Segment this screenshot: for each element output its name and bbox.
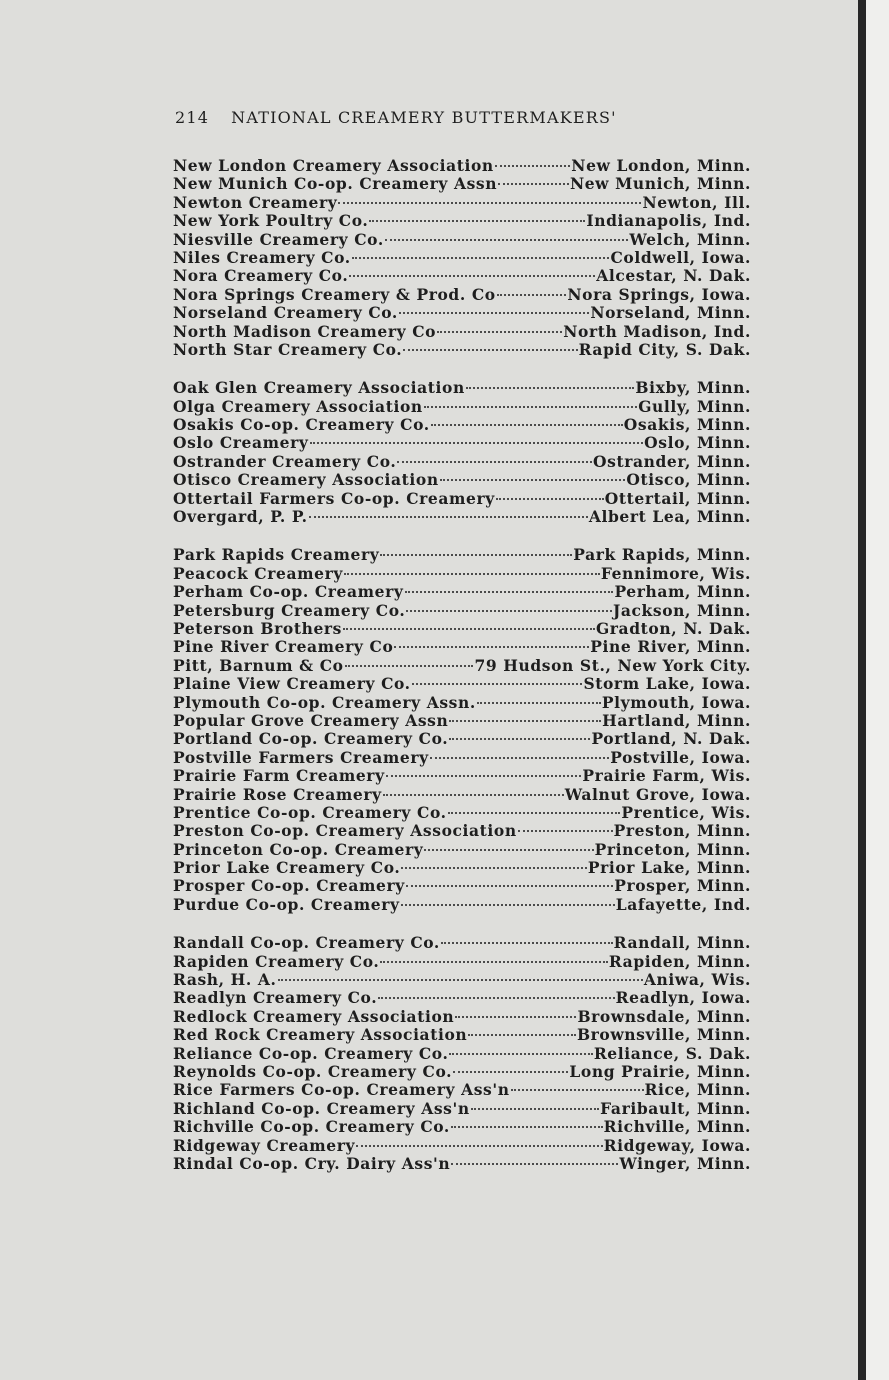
creamery-name: Princeton Co-op. Creamery xyxy=(173,839,424,859)
creamery-name: Rindal Co-op. Cry. Dairy Ass'n xyxy=(173,1153,451,1173)
dot-leader xyxy=(338,202,641,204)
creamery-name: Nora Creamery Co. xyxy=(173,266,349,286)
dot-leader xyxy=(498,183,569,185)
dot-leader xyxy=(406,610,612,612)
directory-entry xyxy=(173,267,751,285)
directory-entry xyxy=(173,508,751,526)
creamery-name: Postville Farmers Creamery xyxy=(173,747,429,767)
creamery-name: North Star Creamery Co. xyxy=(173,339,403,359)
creamery-name: Overgard, P. P. xyxy=(173,507,308,527)
directory-entry xyxy=(173,877,751,895)
creamery-name: Otisco Creamery Association xyxy=(173,470,439,490)
creamery-location: Perham, Minn. xyxy=(614,582,751,602)
directory-entry xyxy=(173,767,751,785)
creamery-name: Red Rock Creamery Association xyxy=(173,1025,468,1045)
creamery-location: New Munich, Minn. xyxy=(569,174,751,194)
creamery-name: Randall Co-op. Creamery Co. xyxy=(173,933,440,953)
creamery-location: Walnut Grove, Iowa. xyxy=(564,784,751,804)
creamery-name: Prior Lake Creamery Co. xyxy=(173,858,401,878)
creamery-location: Reliance, S. Dak. xyxy=(593,1043,751,1063)
creamery-location: Prior Lake, Minn. xyxy=(587,858,751,878)
dot-leader xyxy=(380,554,572,556)
directory-entry xyxy=(173,471,751,489)
directory-entry xyxy=(173,934,751,952)
creamery-location: Lafayette, Ind. xyxy=(615,894,751,914)
creamery-name: Prosper Co-op. Creamery xyxy=(173,876,405,896)
dot-leader xyxy=(403,349,577,351)
directory-entry xyxy=(173,1118,751,1136)
dot-leader xyxy=(352,257,610,259)
dot-leader xyxy=(343,628,595,630)
creamery-name: Rice Farmers Co-op. Creamery Ass'n xyxy=(173,1080,510,1100)
directory-entry xyxy=(173,1081,751,1099)
creamery-location: Winger, Minn. xyxy=(619,1153,751,1173)
directory-group xyxy=(173,934,751,1173)
dot-leader xyxy=(278,979,643,981)
creamery-name: Pine River Creamery Co xyxy=(173,637,394,657)
creamery-location: Gradton, N. Dak. xyxy=(595,618,751,638)
directory-entry xyxy=(173,565,751,583)
dot-leader xyxy=(394,646,589,648)
creamery-location: Postville, Iowa. xyxy=(610,747,751,767)
dot-leader xyxy=(309,516,588,518)
creamery-name: Purdue Co-op. Creamery xyxy=(173,894,400,914)
creamery-location: Ostrander, Minn. xyxy=(593,451,751,471)
directory-group xyxy=(173,379,751,526)
creamery-name: New Munich Co-op. Creamery Assn xyxy=(173,174,498,194)
directory-entry xyxy=(173,841,751,859)
creamery-location: Alcestar, N. Dak. xyxy=(596,266,751,286)
dot-leader xyxy=(449,720,601,722)
creamery-location: Bixby, Minn. xyxy=(635,378,751,398)
dot-leader xyxy=(448,812,621,814)
dot-leader xyxy=(399,312,589,314)
dot-leader xyxy=(385,239,629,241)
creamery-location: Rapid City, S. Dak. xyxy=(578,339,751,359)
creamery-name: Portland Co-op. Creamery Co. xyxy=(173,729,449,749)
directory-entry xyxy=(173,341,751,359)
dot-leader xyxy=(406,885,613,887)
dot-leader xyxy=(401,867,586,869)
creamery-name: Park Rapids Creamery xyxy=(173,545,380,565)
directory-entry xyxy=(173,490,751,508)
directory-entry xyxy=(173,1045,751,1063)
creamery-location: Randall, Minn. xyxy=(613,933,751,953)
directory-entry xyxy=(173,434,751,452)
directory-entry xyxy=(173,1063,751,1081)
directory-group xyxy=(173,157,751,359)
directory-entry xyxy=(173,453,751,471)
dot-leader xyxy=(430,757,609,759)
dot-leader xyxy=(477,702,601,704)
creamery-location: Jackson, Minn. xyxy=(612,600,751,620)
dot-leader xyxy=(369,220,585,222)
directory-entry xyxy=(173,602,751,620)
creamery-name: Peterson Brothers xyxy=(173,618,343,638)
directory-entry xyxy=(173,157,751,175)
creamery-name: Ostrander Creamery Co. xyxy=(173,451,397,471)
creamery-name: Plaine View Creamery Co. xyxy=(173,674,411,694)
directory-entry xyxy=(173,1008,751,1026)
creamery-location: Indianapolis, Ind. xyxy=(586,211,751,231)
directory-entry xyxy=(173,194,751,212)
directory-entry xyxy=(173,786,751,804)
dot-leader xyxy=(437,331,562,333)
directory-entry xyxy=(173,657,751,675)
creamery-location: Coldwell, Iowa. xyxy=(610,247,751,267)
creamery-location: Albert Lea, Minn. xyxy=(588,507,751,527)
creamery-location: Plymouth, Iowa. xyxy=(601,692,751,712)
dot-leader xyxy=(383,794,564,796)
creamery-location: Prentice, Wis. xyxy=(621,802,751,822)
directory-entry xyxy=(173,231,751,249)
dot-leader xyxy=(497,294,567,296)
creamery-location: Brownsdale, Minn. xyxy=(577,1006,751,1026)
dot-leader xyxy=(349,275,595,277)
creamery-name: Prairie Rose Creamery xyxy=(173,784,382,804)
dot-leader xyxy=(356,1145,602,1147)
book-spine-shadow xyxy=(858,0,866,1380)
creamery-location: Brownsville, Minn. xyxy=(576,1025,751,1045)
directory-entry xyxy=(173,212,751,230)
creamery-name: New London Creamery Association xyxy=(173,156,494,175)
creamery-name: Ridgeway Creamery xyxy=(173,1135,356,1155)
dot-leader xyxy=(310,442,644,444)
dot-leader xyxy=(401,904,615,906)
creamery-location: Oslo, Minn. xyxy=(644,433,751,453)
directory-entry xyxy=(173,304,751,322)
creamery-name: Preston Co-op. Creamery Association xyxy=(173,821,517,841)
dot-leader xyxy=(378,997,614,999)
creamery-location: Newton, Ill. xyxy=(642,192,751,212)
creamery-name: Readlyn Creamery Co. xyxy=(173,988,378,1008)
directory-entry xyxy=(173,416,751,434)
directory-entry xyxy=(173,749,751,767)
dot-leader xyxy=(496,498,604,500)
dot-leader xyxy=(449,738,590,740)
directory-entry xyxy=(173,896,751,914)
dot-leader xyxy=(455,1016,576,1018)
dot-leader xyxy=(431,424,623,426)
creamery-name: Richland Co-op. Creamery Ass'n xyxy=(173,1098,470,1118)
creamery-name: Reynolds Co-op. Creamery Co. xyxy=(173,1061,453,1081)
directory-entry xyxy=(173,859,751,877)
creamery-name: Plymouth Co-op. Creamery Assn. xyxy=(173,692,476,712)
dot-leader xyxy=(451,1163,618,1165)
dot-leader xyxy=(424,849,593,851)
dot-leader xyxy=(345,665,474,667)
directory-entry xyxy=(173,546,751,564)
dot-leader xyxy=(405,591,614,593)
book-page-edge xyxy=(866,0,889,1380)
dot-leader xyxy=(449,1053,592,1055)
creamery-location: Gully, Minn. xyxy=(638,396,751,416)
creamery-name: Prairie Farm Creamery xyxy=(173,766,385,786)
creamery-name: Pitt, Barnum & Co xyxy=(173,655,344,675)
directory-entry xyxy=(173,694,751,712)
dot-leader xyxy=(495,165,571,167)
dot-leader xyxy=(412,683,583,685)
creamery-location: Prairie Farm, Wis. xyxy=(582,766,751,786)
directory-entry xyxy=(173,1155,751,1173)
creamery-name: Peacock Creamery xyxy=(173,563,343,583)
creamery-name: Prentice Co-op. Creamery Co. xyxy=(173,802,447,822)
creamery-location: Otisco, Minn. xyxy=(626,470,751,490)
creamery-directory xyxy=(173,157,751,1193)
directory-entry xyxy=(173,989,751,1007)
creamery-location: Preston, Minn. xyxy=(613,821,751,841)
page-number: 214 xyxy=(175,108,210,127)
creamery-location: Pine River, Minn. xyxy=(590,637,751,657)
creamery-location: Ottertail, Minn. xyxy=(604,488,751,508)
directory-entry xyxy=(173,583,751,601)
dot-leader xyxy=(441,942,613,944)
creamery-location: Storm Lake, Iowa. xyxy=(583,674,751,694)
directory-entry xyxy=(173,1100,751,1118)
creamery-location: Welch, Minn. xyxy=(629,229,751,249)
directory-entry xyxy=(173,804,751,822)
creamery-location: Norseland, Minn. xyxy=(590,303,751,323)
creamery-name: Rapiden Creamery Co. xyxy=(173,951,380,971)
creamery-name: Richville Co-op. Creamery Co. xyxy=(173,1117,450,1137)
dot-leader xyxy=(466,387,635,389)
creamery-name: Perham Co-op. Creamery xyxy=(173,582,404,602)
creamery-name: Redlock Creamery Association xyxy=(173,1006,455,1026)
creamery-location: Ridgeway, Iowa. xyxy=(603,1135,751,1155)
running-title: NATIONAL CREAMERY BUTTERMAKERS' xyxy=(231,108,617,127)
creamery-location: Prosper, Minn. xyxy=(614,876,751,896)
creamery-location: Long Prairie, Minn. xyxy=(569,1061,751,1081)
creamery-location: Richville, Minn. xyxy=(603,1117,751,1137)
directory-entry xyxy=(173,286,751,304)
directory-entry xyxy=(173,712,751,730)
directory-entry xyxy=(173,175,751,193)
creamery-location: Park Rapids, Minn. xyxy=(573,545,751,565)
directory-entry xyxy=(173,379,751,397)
creamery-name: Petersburg Creamery Co. xyxy=(173,600,406,620)
dot-leader xyxy=(386,775,582,777)
creamery-name: Niesville Creamery Co. xyxy=(173,229,384,249)
creamery-location: Aniwa, Wis. xyxy=(643,970,751,990)
page-header xyxy=(175,108,735,127)
creamery-location: Nora Springs, Iowa. xyxy=(567,284,751,304)
dot-leader xyxy=(397,461,592,463)
creamery-location: Fennimore, Wis. xyxy=(600,563,751,583)
directory-entry xyxy=(173,1026,751,1044)
creamery-location: Rice, Minn. xyxy=(644,1080,751,1100)
creamery-name: Norseland Creamery Co. xyxy=(173,303,398,323)
creamery-location: Portland, N. Dak. xyxy=(591,729,751,749)
creamery-location: Readlyn, Iowa. xyxy=(615,988,751,1008)
creamery-name: Niles Creamery Co. xyxy=(173,247,351,267)
directory-entry xyxy=(173,971,751,989)
directory-entry xyxy=(173,822,751,840)
directory-entry xyxy=(173,953,751,971)
directory-entry xyxy=(173,1137,751,1155)
creamery-name: Ottertail Farmers Co-op. Creamery xyxy=(173,488,495,508)
dot-leader xyxy=(468,1034,576,1036)
directory-entry xyxy=(173,620,751,638)
dot-leader xyxy=(471,1108,599,1110)
directory-entry xyxy=(173,730,751,748)
creamery-name: Oak Glen Creamery Association xyxy=(173,378,465,398)
creamery-name: Rash, H. A. xyxy=(173,970,277,990)
creamery-location: Osakis, Minn. xyxy=(623,415,751,435)
creamery-location: Rapiden, Minn. xyxy=(608,951,751,971)
creamery-name: Popular Grove Creamery Assn xyxy=(173,710,449,730)
creamery-name: New York Poultry Co. xyxy=(173,211,369,231)
directory-entry xyxy=(173,675,751,693)
dot-leader xyxy=(380,961,607,963)
creamery-name: Oslo Creamery xyxy=(173,433,309,453)
creamery-location: Princeton, Minn. xyxy=(594,839,751,859)
creamery-name: Olga Creamery Association xyxy=(173,396,423,416)
dot-leader xyxy=(451,1126,603,1128)
dot-leader xyxy=(440,479,626,481)
creamery-location: 79 Hudson St., New York City. xyxy=(474,655,751,675)
directory-entry xyxy=(173,398,751,416)
creamery-location: New London, Minn. xyxy=(571,156,751,175)
dot-leader xyxy=(424,406,637,408)
creamery-name: Nora Springs Creamery & Prod. Co xyxy=(173,284,496,304)
creamery-location: North Madison, Ind. xyxy=(563,321,751,341)
creamery-name: Osakis Co-op. Creamery Co. xyxy=(173,415,430,435)
dot-leader xyxy=(518,830,613,832)
creamery-location: Hartland, Minn. xyxy=(602,710,751,730)
directory-group xyxy=(173,546,751,914)
directory-entry xyxy=(173,249,751,267)
dot-leader xyxy=(511,1089,644,1091)
creamery-name: Reliance Co-op. Creamery Co. xyxy=(173,1043,449,1063)
directory-entry xyxy=(173,638,751,656)
creamery-name: Newton Creamery xyxy=(173,192,338,212)
dot-leader xyxy=(453,1071,568,1073)
directory-entry xyxy=(173,323,751,341)
creamery-name: North Madison Creamery Co xyxy=(173,321,437,341)
creamery-location: Faribault, Minn. xyxy=(600,1098,751,1118)
dot-leader xyxy=(344,573,600,575)
